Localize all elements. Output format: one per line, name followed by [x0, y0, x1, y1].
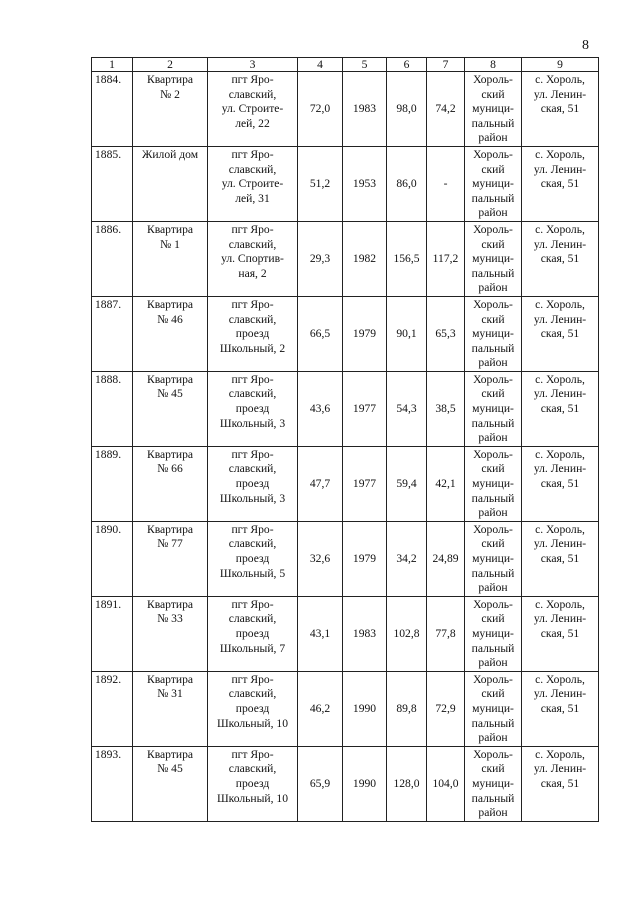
district-name-line: ский	[481, 387, 505, 401]
object-address-line: пгт Яро-	[231, 672, 274, 686]
holder-location-line: ул. Ленин-	[533, 237, 587, 251]
holder-location	[522, 221, 599, 296]
district-name-line: Хороль-	[473, 372, 513, 386]
year-value: 1953	[343, 146, 387, 221]
district-name-line: ский	[481, 162, 505, 176]
district-name-line: район	[478, 581, 508, 595]
district-name-line: район	[478, 731, 508, 745]
residual-value: 24,89	[427, 521, 465, 596]
table-row	[92, 371, 599, 446]
object-address-line: славский,	[228, 762, 277, 776]
holder-location-line: ская, 51	[540, 552, 580, 565]
residual-value: 104,0	[427, 746, 465, 821]
residual-value: 74,2	[427, 72, 465, 147]
holder-location	[522, 146, 599, 221]
table-row	[92, 446, 599, 521]
area-value: 46,2	[298, 671, 343, 746]
district-name	[465, 146, 522, 221]
district-name-line: Хороль-	[473, 73, 513, 86]
district-name-line: пальный	[471, 416, 515, 430]
holder-location-line: ская, 51	[540, 327, 580, 341]
area-value: 72,0	[298, 72, 343, 147]
area-value: 66,5	[298, 296, 343, 371]
district-name-line: ский	[481, 462, 505, 476]
cost-value: 54,3	[387, 371, 427, 446]
object-address-line: Школьный, 7	[219, 641, 286, 655]
year-value: 1979	[343, 521, 387, 596]
holder-location-line: с. Хороль,	[535, 372, 585, 386]
district-name-line: район	[478, 506, 508, 520]
object-address-line: Школьный, 5	[219, 566, 286, 580]
district-name-line: Хороль-	[473, 297, 513, 311]
page-number: 8	[582, 38, 589, 53]
object-address-line: Школьный, 3	[219, 491, 286, 505]
object-address-line: пгт Яро-	[231, 522, 274, 536]
district-name-line: ский	[481, 87, 505, 101]
column-header-3: 3	[208, 58, 298, 72]
district-name-line: муници-	[472, 177, 514, 191]
cost-value: 98,0	[387, 72, 427, 147]
object-name	[133, 671, 208, 746]
object-name-line: Квартира	[146, 672, 194, 686]
object-name-line: № 77	[157, 537, 183, 551]
object-name	[133, 146, 208, 221]
year-value: 1983	[343, 596, 387, 671]
district-name	[465, 72, 522, 147]
holder-location	[522, 371, 599, 446]
header-row	[92, 58, 599, 72]
object-name-line: № 45	[157, 387, 183, 401]
holder-location-line: ская, 51	[540, 102, 580, 116]
object-address-line: Школьный, 10	[216, 791, 289, 805]
holder-location-line: ская, 51	[540, 477, 580, 491]
object-address-line: лей, 31	[235, 191, 270, 205]
district-name-line: муници-	[472, 626, 514, 640]
holder-location-line: с. Хороль,	[535, 297, 585, 311]
object-address	[208, 296, 298, 371]
column-header-8: 8	[465, 58, 522, 72]
holder-location	[522, 596, 599, 671]
object-address-line: пгт Яро-	[231, 147, 274, 161]
holder-location-line: с. Хороль,	[535, 747, 585, 761]
holder-location-line: ул. Ленин-	[533, 87, 587, 101]
holder-location-line: ул. Ленин-	[533, 612, 587, 626]
object-address-line: проезд	[235, 701, 270, 715]
row-number: 1890.	[92, 521, 133, 596]
district-name-line: муници-	[472, 327, 514, 341]
residual-value: 42,1	[427, 446, 465, 521]
object-address-line: Школьный, 10	[216, 716, 289, 730]
column-header-6: 6	[387, 58, 427, 72]
holder-location-line: ул. Ленин-	[533, 537, 587, 551]
object-address	[208, 746, 298, 821]
district-name-line: муници-	[472, 402, 514, 416]
year-value: 1977	[343, 446, 387, 521]
district-name-line: Хороль-	[473, 447, 513, 461]
row-number: 1884.	[92, 72, 133, 147]
district-name	[465, 446, 522, 521]
column-header-7: 7	[427, 58, 465, 72]
residual-value: 38,5	[427, 371, 465, 446]
holder-location-line: ская, 51	[540, 252, 580, 266]
cost-value: 89,8	[387, 671, 427, 746]
district-name	[465, 746, 522, 821]
object-address-line: пгт Яро-	[231, 747, 274, 761]
table-row	[92, 596, 599, 671]
area-value: 29,3	[298, 221, 343, 296]
holder-location-line: ская, 51	[540, 626, 580, 640]
area-value: 47,7	[298, 446, 343, 521]
cost-value: 59,4	[387, 446, 427, 521]
district-name-line: пальный	[471, 641, 515, 655]
residual-value: 65,3	[427, 296, 465, 371]
holder-location-line: с. Хороль,	[535, 147, 585, 161]
object-address-line: ная, 2	[238, 266, 267, 280]
holder-location-line: ская, 51	[540, 776, 580, 790]
object-address-line: лей, 22	[235, 116, 270, 130]
district-name-line: ский	[481, 762, 505, 776]
object-name-line: Квартира	[146, 597, 194, 611]
object-address-line: славский,	[228, 312, 277, 326]
district-name-line: район	[478, 656, 508, 670]
district-name-line: пальный	[471, 566, 515, 580]
object-name	[133, 521, 208, 596]
object-name-line: Квартира	[146, 297, 194, 311]
object-address-line: пгт Яро-	[231, 222, 274, 236]
district-name-line: Хороль-	[473, 147, 513, 161]
property-table	[91, 57, 599, 822]
object-address-line: пгт Яро-	[231, 297, 274, 311]
object-name-line: Жилой дом	[141, 147, 199, 161]
object-name	[133, 446, 208, 521]
table-row	[92, 671, 599, 746]
object-address-line: ул. Спортив-	[221, 252, 284, 266]
object-address	[208, 671, 298, 746]
holder-location	[522, 72, 599, 147]
residual-value: 77,8	[427, 596, 465, 671]
district-name-line: муници-	[472, 477, 514, 491]
object-address-line: пгт Яро-	[231, 597, 274, 611]
district-name	[465, 596, 522, 671]
object-address	[208, 371, 298, 446]
district-name-line: район	[478, 281, 508, 295]
object-name-line: № 45	[157, 762, 183, 776]
object-name-line: Квартира	[146, 372, 194, 386]
holder-location-line: с. Хороль,	[535, 447, 585, 461]
district-name-line: район	[478, 431, 508, 445]
holder-location-line: ул. Ленин-	[533, 162, 587, 176]
district-name-line: район	[478, 356, 508, 370]
area-value: 43,6	[298, 371, 343, 446]
district-name-line: Хороль-	[473, 747, 513, 761]
object-address-line: ул. Строите-	[221, 102, 284, 116]
row-number: 1885.	[92, 146, 133, 221]
table-row	[92, 746, 599, 821]
object-name-line: № 2	[160, 87, 180, 101]
residual-value: 72,9	[427, 671, 465, 746]
row-number: 1889.	[92, 446, 133, 521]
year-value: 1990	[343, 746, 387, 821]
holder-location-line: с. Хороль,	[535, 522, 585, 536]
object-address	[208, 72, 298, 147]
district-name-line: Хороль-	[473, 222, 513, 236]
object-name-line: Квартира	[146, 447, 194, 461]
district-name-line: район	[478, 131, 508, 145]
object-address-line: славский,	[228, 87, 277, 101]
holder-location	[522, 746, 599, 821]
object-name-line: Квартира	[146, 522, 194, 536]
object-address-line: славский,	[228, 462, 277, 476]
holder-location-line: ская, 51	[540, 177, 580, 191]
object-address-line: проезд	[235, 327, 270, 341]
cost-value: 102,8	[387, 596, 427, 671]
district-name-line: ский	[481, 687, 505, 701]
object-name	[133, 296, 208, 371]
district-name-line: ский	[481, 237, 505, 251]
holder-location-line: ул. Ленин-	[533, 762, 587, 776]
table-body	[92, 72, 599, 822]
object-address-line: славский,	[228, 537, 277, 551]
object-address-line: проезд	[235, 402, 270, 416]
district-name	[465, 521, 522, 596]
district-name-line: муници-	[472, 776, 514, 790]
holder-location-line: с. Хороль,	[535, 222, 585, 236]
holder-location-line: с. Хороль,	[535, 73, 585, 86]
column-header-4: 4	[298, 58, 343, 72]
table-row	[92, 72, 599, 147]
object-name-line: № 33	[157, 612, 183, 626]
year-value: 1983	[343, 72, 387, 147]
district-name-line: ский	[481, 612, 505, 626]
holder-location-line: ская, 51	[540, 402, 580, 416]
table-row	[92, 296, 599, 371]
district-name-line: район	[478, 206, 508, 220]
object-address	[208, 596, 298, 671]
object-name	[133, 72, 208, 147]
object-name-line: № 66	[157, 462, 183, 476]
table-row	[92, 221, 599, 296]
object-address-line: славский,	[228, 237, 277, 251]
district-name-line: ский	[481, 537, 505, 551]
holder-location	[522, 296, 599, 371]
object-address	[208, 521, 298, 596]
area-value: 51,2	[298, 146, 343, 221]
district-name	[465, 221, 522, 296]
object-name-line: Квартира	[146, 73, 194, 86]
holder-location	[522, 521, 599, 596]
cost-value: 34,2	[387, 521, 427, 596]
district-name-line: Хороль-	[473, 522, 513, 536]
residual-value: 117,2	[427, 221, 465, 296]
object-name	[133, 746, 208, 821]
object-name-line: № 31	[157, 687, 183, 701]
holder-location-line: ул. Ленин-	[533, 312, 587, 326]
object-name-line: № 46	[157, 312, 183, 326]
district-name-line: муници-	[472, 552, 514, 565]
district-name-line: муници-	[472, 252, 514, 266]
object-address-line: Школьный, 2	[219, 341, 286, 355]
district-name	[465, 371, 522, 446]
district-name-line: муници-	[472, 102, 514, 116]
object-address	[208, 446, 298, 521]
cost-value: 90,1	[387, 296, 427, 371]
object-address-line: славский,	[228, 162, 277, 176]
object-address-line: пгт Яро-	[231, 447, 274, 461]
object-address-line: пгт Яро-	[231, 372, 274, 386]
row-number: 1891.	[92, 596, 133, 671]
object-name	[133, 221, 208, 296]
district-name-line: муници-	[472, 701, 514, 715]
district-name	[465, 296, 522, 371]
column-header-1: 1	[92, 58, 133, 72]
district-name-line: пальный	[471, 341, 515, 355]
year-value: 1982	[343, 221, 387, 296]
holder-location	[522, 671, 599, 746]
district-name-line: пальный	[471, 716, 515, 730]
area-value: 32,6	[298, 521, 343, 596]
object-name-line: № 1	[160, 237, 180, 251]
column-header-5: 5	[343, 58, 387, 72]
district-name-line: Хороль-	[473, 672, 513, 686]
object-address-line: Школьный, 3	[219, 416, 286, 430]
object-address-line: ул. Строите-	[221, 177, 284, 191]
object-name	[133, 371, 208, 446]
row-number: 1893.	[92, 746, 133, 821]
column-header-2: 2	[133, 58, 208, 72]
object-address-line: славский,	[228, 687, 277, 701]
holder-location-line: ул. Ленин-	[533, 387, 587, 401]
year-value: 1979	[343, 296, 387, 371]
district-name-line: пальный	[471, 116, 515, 130]
district-name-line: Хороль-	[473, 597, 513, 611]
holder-location-line: с. Хороль,	[535, 672, 585, 686]
district-name-line: ский	[481, 312, 505, 326]
area-value: 43,1	[298, 596, 343, 671]
holder-location-line: с. Хороль,	[535, 597, 585, 611]
cost-value: 156,5	[387, 221, 427, 296]
district-name-line: пальный	[471, 791, 515, 805]
object-address-line: проезд	[235, 477, 270, 491]
column-header-9: 9	[522, 58, 599, 72]
object-address-line: пгт Яро-	[231, 73, 274, 86]
object-name-line: Квартира	[146, 747, 194, 761]
object-address-line: проезд	[235, 552, 270, 565]
holder-location	[522, 446, 599, 521]
row-number: 1888.	[92, 371, 133, 446]
object-name-line: Квартира	[146, 222, 194, 236]
object-address-line: проезд	[235, 626, 270, 640]
object-address-line: проезд	[235, 776, 270, 790]
district-name-line: пальный	[471, 491, 515, 505]
object-address-line: славский,	[228, 612, 277, 626]
area-value: 65,9	[298, 746, 343, 821]
year-value: 1990	[343, 671, 387, 746]
object-address-line: славский,	[228, 387, 277, 401]
cost-value: 128,0	[387, 746, 427, 821]
holder-location-line: ул. Ленин-	[533, 687, 587, 701]
table-row	[92, 146, 599, 221]
district-name	[465, 671, 522, 746]
row-number: 1886.	[92, 221, 133, 296]
object-address	[208, 221, 298, 296]
row-number: 1892.	[92, 671, 133, 746]
row-number: 1887.	[92, 296, 133, 371]
object-name	[133, 596, 208, 671]
district-name-line: пальный	[471, 191, 515, 205]
table-row	[92, 521, 599, 596]
district-name-line: район	[478, 806, 508, 820]
year-value: 1977	[343, 371, 387, 446]
district-name-line: пальный	[471, 266, 515, 280]
cost-value: 86,0	[387, 146, 427, 221]
holder-location-line: ская, 51	[540, 701, 580, 715]
residual-value: -	[427, 146, 465, 221]
object-address	[208, 146, 298, 221]
holder-location-line: ул. Ленин-	[533, 462, 587, 476]
